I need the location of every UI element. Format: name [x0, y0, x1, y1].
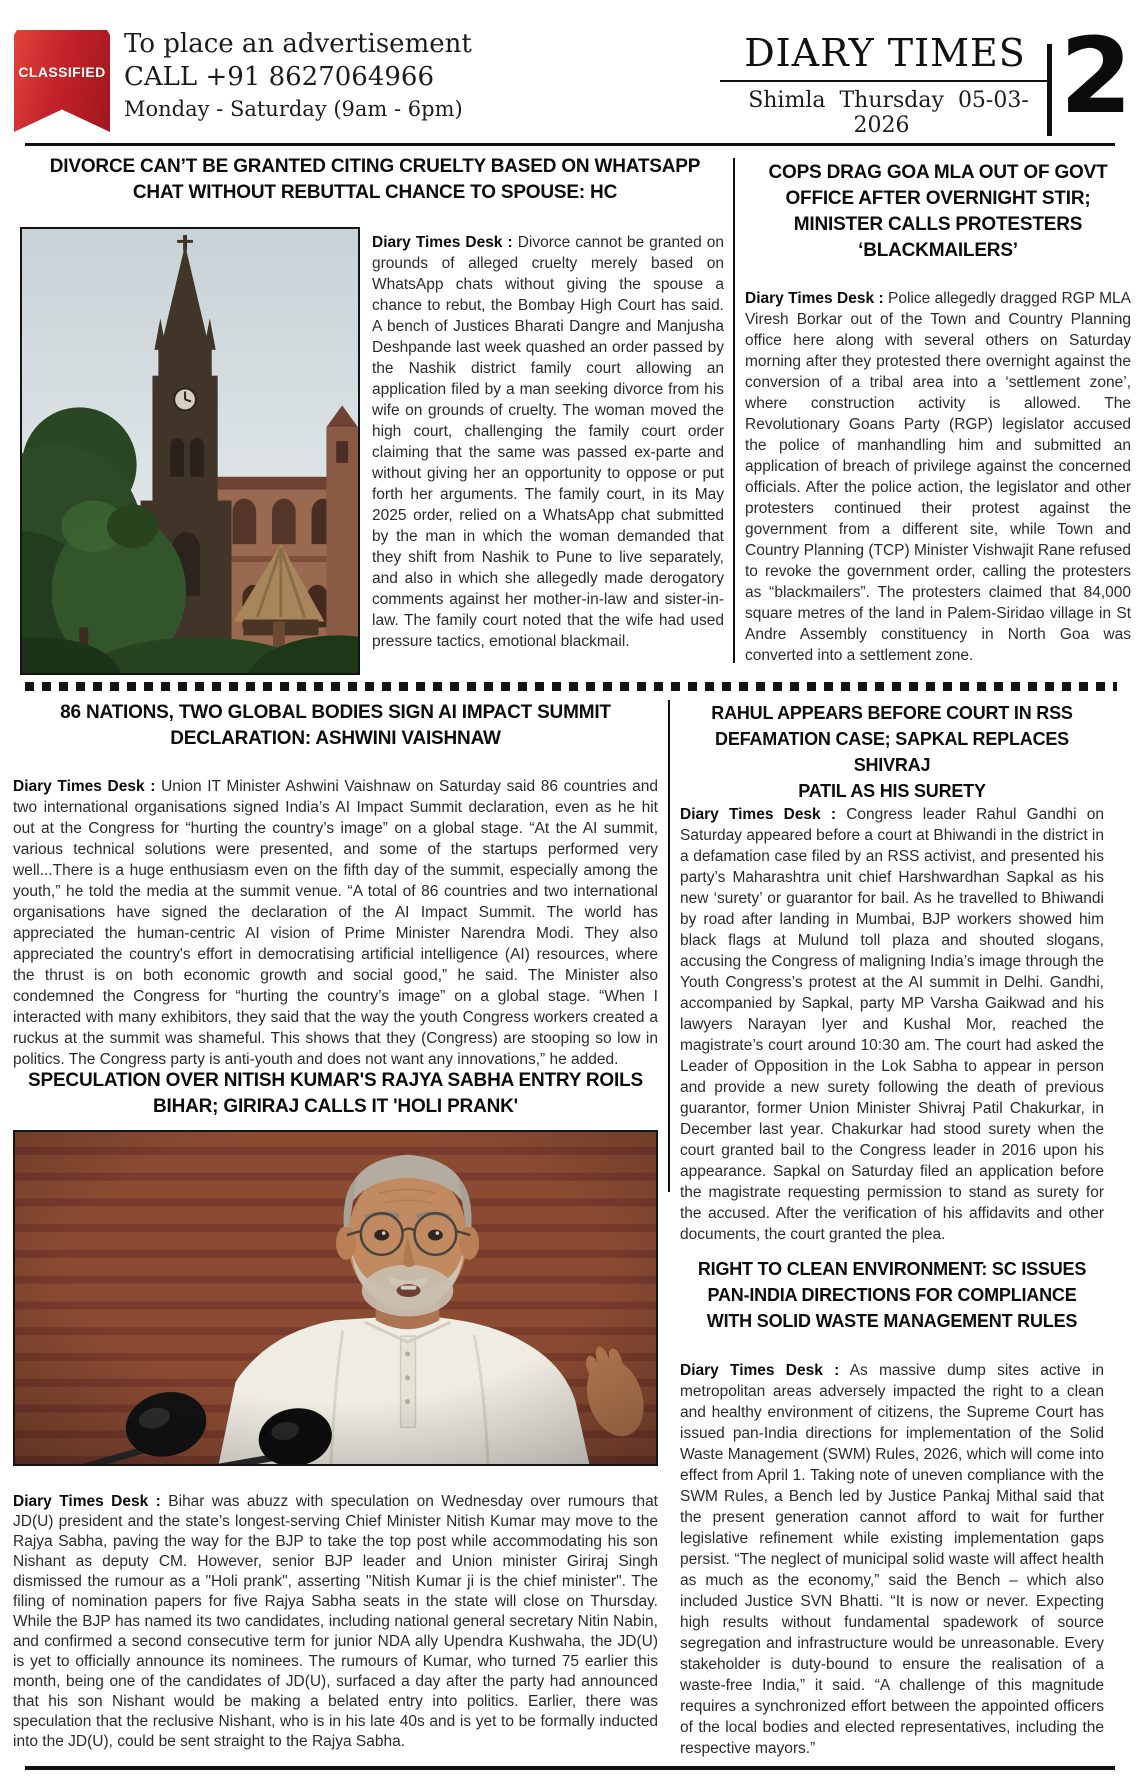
column-divider-bottom — [668, 700, 670, 1192]
high-court-photo — [20, 227, 360, 675]
classified-label: CLASSIFIED — [18, 64, 106, 80]
article-body-ai-summit — [13, 776, 658, 1070]
article-body-swm — [680, 1360, 1104, 1759]
byline: Diary Times Desk : — [745, 289, 884, 307]
column-divider-top — [733, 158, 735, 663]
masthead-rule — [25, 143, 1115, 146]
body-copy: Congress leader Rahul Gandhi on Saturday appeared before a court at Bhiwandi in the district in a defamation case filed by an RSS activist, and presented his party’s Maharashtra unit chief Harshwardhan Sapkal as his new ‘surety’ or guarantor for bail. As he travelled to Bhiwandi by road after landing in Mumbai, BJP workers showed him black flags at Mulund toll plaza and shouted slogans, accusing the Congress of maligning India’s image through the Youth Congress’s protest at the AI summit in Delhi. Gandhi, accompanied by Sapkal, party MP Varsha Gaikwad and his lawyers Narayan Iyer and Kushal Mor, reached the magistrate’s court around 10:30 am. The court had asked the Leader of Opposition in the Lok Sabha to appear in person and provide a new surety following the death of previous guarantor, former Union Minister Shivraj Patil Chakurkar, in December last year. Chakurkar had stood surety when the court granted bail to the Congress leader in 2016 upon his appearance. Sapkal on Saturday filed an application before the magistrate requesting permission to stand as surety for the accused. After the verification of his affidavits and other documents, the court granted the plea. — [680, 805, 1104, 1243]
body-copy: Police allegedly dragged RGP MLA Viresh Borkar out of the Town and Country Planning office here along with several others on Saturday morning after they protested there overnight against the conversion of a tribal area into a ‘settlement zone’, where construction activity is allowed. The Revolutionary Goans Party (RGP) legislator accused the police of manhandling him and submitted an application of breach of privilege against the concerned officials. After the police action, the legislator and other protesters continued their protest against the government from a different site, while Town and Country Planning (TCP) Minister Vishwajit Rane refused to revoke the government order, calling the protesters as “blackmailers”. The protesters claimed that 84,000 square metres of the land in Palem-Siridao village in St Andre Assembly constituency in North Goa was converted into a settlement zone. — [745, 289, 1131, 664]
headline-goa: COPS DRAG GOA MLA OUT OF GOVT OFFICE AFTER OVERNIGHT STIR; MINISTER CALLS PROTESTERS ‘BLACKMAILERS’ — [768, 162, 1108, 261]
headline-rahul: RAHUL APPEARS BEFORE COURT IN RSS DEFAMATION CASE; SAPKAL REPLACES SHIVRAJ PATIL AS HIS SURETY — [711, 703, 1073, 801]
byline: Diary Times Desk : — [680, 1361, 840, 1379]
classified-ribbon — [14, 30, 110, 132]
headline-divorce: DIVORCE CAN’T BE GRANTED CITING CRUELTY BASED ON WHATSAPP CHAT WITHOUT REBUTTAL CHANCE TO SPOUSE: HC — [49, 156, 701, 203]
article-body-divorce — [372, 232, 724, 652]
article-body-goa — [745, 288, 1131, 666]
dateline — [720, 88, 1050, 138]
ad-phone: CALL +91 8627064966 — [124, 62, 435, 92]
article-body-nitish — [13, 1492, 658, 1752]
headline-nitish: SPECULATION OVER NITISH KUMAR'S RAJYA SABHA ENTRY ROILS BIHAR; GIRIRAJ CALLS IT 'HOLI PRANK' — [28, 1070, 643, 1117]
body-copy: Union IT Minister Ashwini Vaishnaw on Saturday said 86 countries and two international organisations signed India’s AI Impact Summit declaration, even as he hit out at the Congress for “hurting the country’s image” on a global stage. “At the AI summit, various technical solutions were presented, and some of the startups performed very well...There is a huge enthusiasm even on the fifth day of the summit, especially among the youth,” he told the media at the summit venue. “A total of 86 countries and two international organisations have signed the declaration of the AI Impact Summit. The world has appreciated the human-centric AI vision of Prime Minister Narendra Modi. They also appreciated the country's effort in democratising artificial intelligence (AI) resources, where the thrust is on both economic growth and social good,” he said. The Minister also condemned the Congress for “hurting the country’s image” on a global stage. “When I interacted with many exhibitors, they said that the way the youth Congress workers created a ruckus at the summit was shameful. This shows that they (Congress) are stooping so low in politics. The Congress party is anti-youth and does not want any innovations,” he added. — [13, 777, 658, 1068]
masthead-brand — [720, 30, 1050, 138]
ad-line-1: To place an advertisement — [124, 29, 472, 59]
byline: Diary Times Desk : — [372, 233, 513, 251]
article-body-rahul — [680, 804, 1104, 1245]
dateline-date: 05-03-2026 — [853, 88, 1029, 138]
dateline-city: Shimla — [748, 88, 826, 113]
body-copy: As massive dump sites active in metropolitan areas adversely impacted the right to a clean and healthy environment of citizens, the Supreme Court has issued pan-India directions for implementation of the Solid Waste Management (SWM) Rules, 2026, which will come into effect from April 1. Taking note of uneven compliance with the SWM Rules, a Bench led by Justice Pankaj Mithal said that the present generation cannot afford to wait for further legislative refinement while existing implementation gaps persist. “The neglect of municipal solid waste will affect health as much as the economy,” said the Bench – which also included Justice SVN Bhatti. “It is now or never. Expecting high results without fundamental spadework of source segregation and infrastructure would be unreasonable. Every stakeholder is duty-bound to ensure the realisation of a waste-free India,” it said. “A challenge of this magnitude requires a synchronized effort between the appointed officers of the local bodies and elected representatives, including the respective mayors.” — [680, 1361, 1104, 1757]
body-copy: Divorce cannot be granted on grounds of alleged cruelty merely based on WhatsApp chats without giving the spouse a chance to rebut, the Bombay High Court has said. A bench of Justices Bharati Dangre and Manjusha Deshpande last week quashed an order passed by the Nashik district family court allowing an application filed by a man seeking divorce from his wife on grounds of cruelty. The woman moved the high court, challenging the family court order claiming that the same was passed ex-parte and without giving her an opportunity to oppose or put forth her arguments. The family court, in its May 2025 order, relied on a WhatsApp chat submitted by the man in which the woman demanded that they shift from Nashik to Pune to live separately, and also in which she allegedly made derogatory comments against her mother-in-law and sister-in-law. The family court noted that the wife had used pressure tactics, emotional blackmail. — [372, 233, 724, 650]
paper-title: DIARY TIMES — [720, 30, 1050, 82]
bottom-rule — [25, 1766, 1115, 1770]
headline-swm: RIGHT TO CLEAN ENVIRONMENT: SC ISSUES PAN-INDIA DIRECTIONS FOR COMPLIANCE WITH SOLID WASTE MANAGEMENT RULES — [697, 1259, 1087, 1331]
advertisement-contact — [124, 28, 472, 124]
dateline-day: Thursday — [839, 88, 944, 113]
byline: Diary Times Desk : — [13, 777, 156, 795]
ribbon-shape — [14, 30, 110, 132]
byline: Diary Times Desk : — [680, 805, 837, 823]
headline-ai-summit: 86 NATIONS, TWO GLOBAL BODIES SIGN AI IMPACT SUMMIT DECLARATION: ASHWINI VAISHNAW — [60, 702, 611, 749]
ad-hours: Monday - Saturday (9am - 6pm) — [124, 97, 463, 121]
byline: Diary Times Desk : — [13, 1492, 161, 1510]
dotted-section-divider — [25, 682, 1117, 691]
body-copy: Bihar was abuzz with speculation on Wednesday over rumours that JD(U) president and the state’s longest-serving Chief Minister Nitish Kumar may move to the Rajya Sabha, paving the way for the BJP to take the top post while accommodating his son Nishant as deputy CM. However, senior BJP leader and Union minister Giriraj Singh dismissed the rumour as a "Holi prank", asserting "Nitish Kumar ji is the chief minister". The filing of nomination papers for five Rajya Sabha seats in the state will close on Thursday. While the BJP has named its two candidates, including national general secretary Nitin Nabin, and confirmed a second consecutive term for junior NDA ally Upendra Kushwaha, the JD(U) is yet to officially announce its nominees. The rumours of Kumar, who turned 75 earlier this month, being one of the candidates of JD(U), surfaced a day after the party had announced that his son Nishant would be making a belated entry into politics. Earlier, there was speculation that the reclusive Nishant, who is in his late 40s and is yet to be formally inducted into the JD(U), could be sent straight to the Rajya Sabha. — [13, 1492, 658, 1750]
page-number: 2 — [1059, 15, 1133, 137]
nitish-kumar-photo — [13, 1130, 658, 1466]
pagenum-divider — [1047, 44, 1052, 136]
